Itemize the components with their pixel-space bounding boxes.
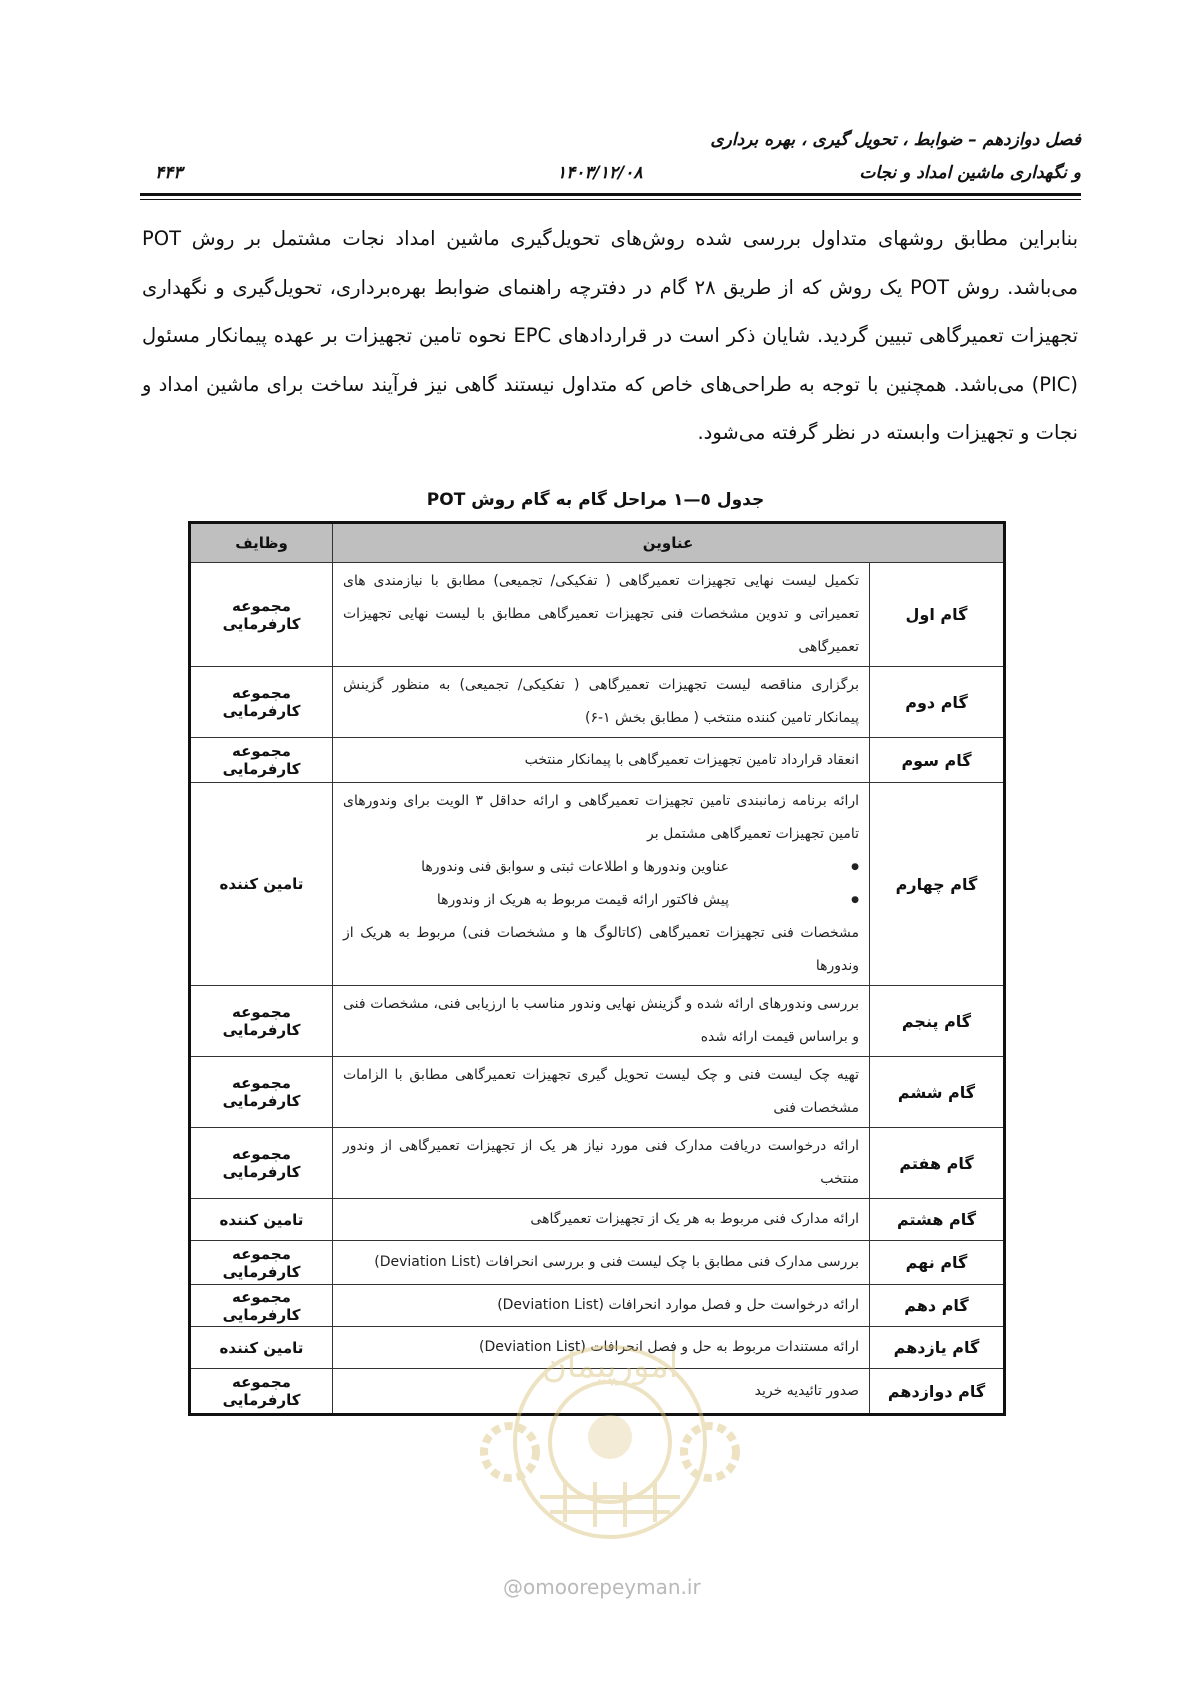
table-row — [190, 986, 1005, 1057]
table-row — [190, 1057, 1005, 1128]
step-cell: گام دوازدهم — [870, 1369, 1005, 1415]
table-row — [190, 738, 1005, 783]
watermark-logo-text: امورپیمان — [541, 1346, 679, 1386]
step-cell: گام دوم — [870, 667, 1005, 738]
duty-cell: تامین کننده — [190, 1327, 333, 1369]
step-cell: گام نهم — [870, 1241, 1005, 1285]
body-paragraph: بنابراین مطابق روشهای متداول بررسی شده روش‌های تحویل‌گیری ماشین امداد نجات مشتمل بر روش POT می‌باشد. روش POT یک روش که از طریق ۲۸ گام در دفترچه راهنمای ضوابط بهره‌برداری، تحویل‌گیری و نگهداری تجهیزات تعمیرگاهی تبیین گردید. شایان ذکر است در قراردادهای EPC نحوه تامین تجهیزات بر عهده پیمانکار مسئول (PIC) می‌باشد. همچنین با توجه به طراحی‌های خاص که متداول نیستند گاهی نیز فرآیند ساخت برای ماشین امداد و نجات و تجهیزات وابسته در نظر گرفته می‌شود. — [142, 227, 1079, 444]
table-header-row — [190, 523, 1005, 563]
table-row — [190, 1241, 1005, 1285]
page-number: ۴۴۳ — [155, 163, 183, 183]
step-cell: گام چهارم — [870, 783, 1005, 986]
duty-cell: تامین کننده — [190, 783, 333, 986]
duty-cell: مجموعه کارفرمایی — [190, 1128, 333, 1199]
table-row — [190, 1199, 1005, 1241]
header-rule-thick — [140, 193, 1081, 196]
duty-cell: تامین کننده — [190, 1199, 333, 1241]
title-intro: ارائه برنامه زمانبندی تامین تجهیزات تعمیرگاهی و ارائه حداقل ۳ الویت برای وندورهای تامین تجهیزات تعمیرگاهی مشتمل بر — [343, 793, 860, 842]
pot-steps-table — [188, 521, 1006, 1416]
bullet-item: ● عناوین وندورها و اطلاعات ثبتی و سوابق فنی وندورها — [343, 851, 859, 884]
header-date: ۱۴۰۳/۱۲/۰۸ — [557, 163, 643, 183]
title-cell — [333, 783, 870, 986]
title-cell: برگزاری مناقصه لیست تجهیزات تعمیرگاهی ( تفکیکی/ تجمیعی) به منظور گزینش پیمانکار تامین کننده منتخب ( مطابق بخش ۱-۶) — [333, 667, 870, 738]
title-cell: تکمیل لیست نهایی تجهیزات تعمیرگاهی ( تفکیکی/ تجمیعی) مطابق با نیازمندی های تعمیراتی و تدوین مشخصات فنی تجهیزات تعمیرگاهی مطابق با لیست نهایی تجهیزات تعمیرگاهی — [333, 563, 870, 667]
header-titles: عناوین — [333, 523, 1005, 563]
table-row — [190, 783, 1005, 986]
table-row — [190, 667, 1005, 738]
title-cell: ارائه مستندات مربوط به حل و فصل انحرافات (Deviation List) — [333, 1327, 870, 1369]
duty-cell: مجموعه کارفرمایی — [190, 563, 333, 667]
duty-cell: مجموعه کارفرمایی — [190, 1241, 333, 1285]
omoorepeyman-watermark-logo — [470, 1322, 750, 1552]
chapter-title-line2: و نگهداری ماشین امداد و نجات — [859, 163, 1081, 183]
header-rule-thin — [140, 199, 1081, 200]
step-cell: گام یازدهم — [870, 1327, 1005, 1369]
duty-cell: مجموعه کارفرمایی — [190, 738, 333, 783]
watermark-site: @omoorepeyman.ir — [503, 1575, 701, 1599]
title-cell: بررسی وندورهای ارائه شده و گزینش نهایی وندور مناسب با ارزیابی فنی، مشخصات فنی و براساس قیمت ارائه شده — [333, 986, 870, 1057]
chapter-title-line1: فصل دوازدهم – ضوابط ، تحویل گیری ، بهره برداری — [710, 130, 1081, 150]
table-row — [190, 1285, 1005, 1327]
step-cell: گام ششم — [870, 1057, 1005, 1128]
duty-cell: مجموعه کارفرمایی — [190, 1285, 333, 1327]
step-cell: گام پنجم — [870, 986, 1005, 1057]
table-caption: جدول ٥—۱ مراحل گام به گام روش POT — [426, 490, 765, 510]
title-cell: ارائه مدارک فنی مربوط به هر یک از تجهیزات تعمیرگاهی — [333, 1199, 870, 1241]
step-cell: گام سوم — [870, 738, 1005, 783]
step-cell: گام هشتم — [870, 1199, 1005, 1241]
step-cell: گام اول — [870, 563, 1005, 667]
duty-cell: مجموعه کارفرمایی — [190, 1369, 333, 1415]
duty-cell: مجموعه کارفرمایی — [190, 667, 333, 738]
title-cell: بررسی مدارک فنی مطابق با چک لیست فنی و بررسی انحرافات (Deviation List) — [333, 1241, 870, 1285]
title-outro: مشخصات فنی تجهیزات تعمیرگاهی (کاتالوگ ها و مشخصات فنی) مربوط به هریک از وندورها — [343, 925, 859, 974]
duty-cell: مجموعه کارفرمایی — [190, 1057, 333, 1128]
title-cell: انعقاد قرارداد تامین تجهیزات تعمیرگاهی با پیمانکار منتخب — [333, 738, 870, 783]
bullet-item: ● پیش فاکتور ارائه قیمت مربوط به هریک از وندورها — [343, 884, 859, 917]
table-row — [190, 563, 1005, 667]
duty-cell: مجموعه کارفرمایی — [190, 986, 333, 1057]
header-duties: وظایف — [190, 523, 333, 563]
step-cell: گام هفتم — [870, 1128, 1005, 1199]
title-cell: ارائه درخواست دریافت مدارک فنی مورد نیاز هر یک از تجهیزات تعمیرگاهی از وندور منتخب — [333, 1128, 870, 1199]
step-cell: گام دهم — [870, 1285, 1005, 1327]
title-cell: تهیه چک لیست فنی و چک لیست تحویل گیری تجهیزات تعمیرگاهی مطابق با الزامات مشخصات فنی — [333, 1057, 870, 1128]
table-row — [190, 1128, 1005, 1199]
title-cell: ارائه درخواست حل و فصل موارد انحرافات (Deviation List) — [333, 1285, 870, 1327]
title-cell: صدور تائیدیه خرید — [333, 1369, 870, 1415]
